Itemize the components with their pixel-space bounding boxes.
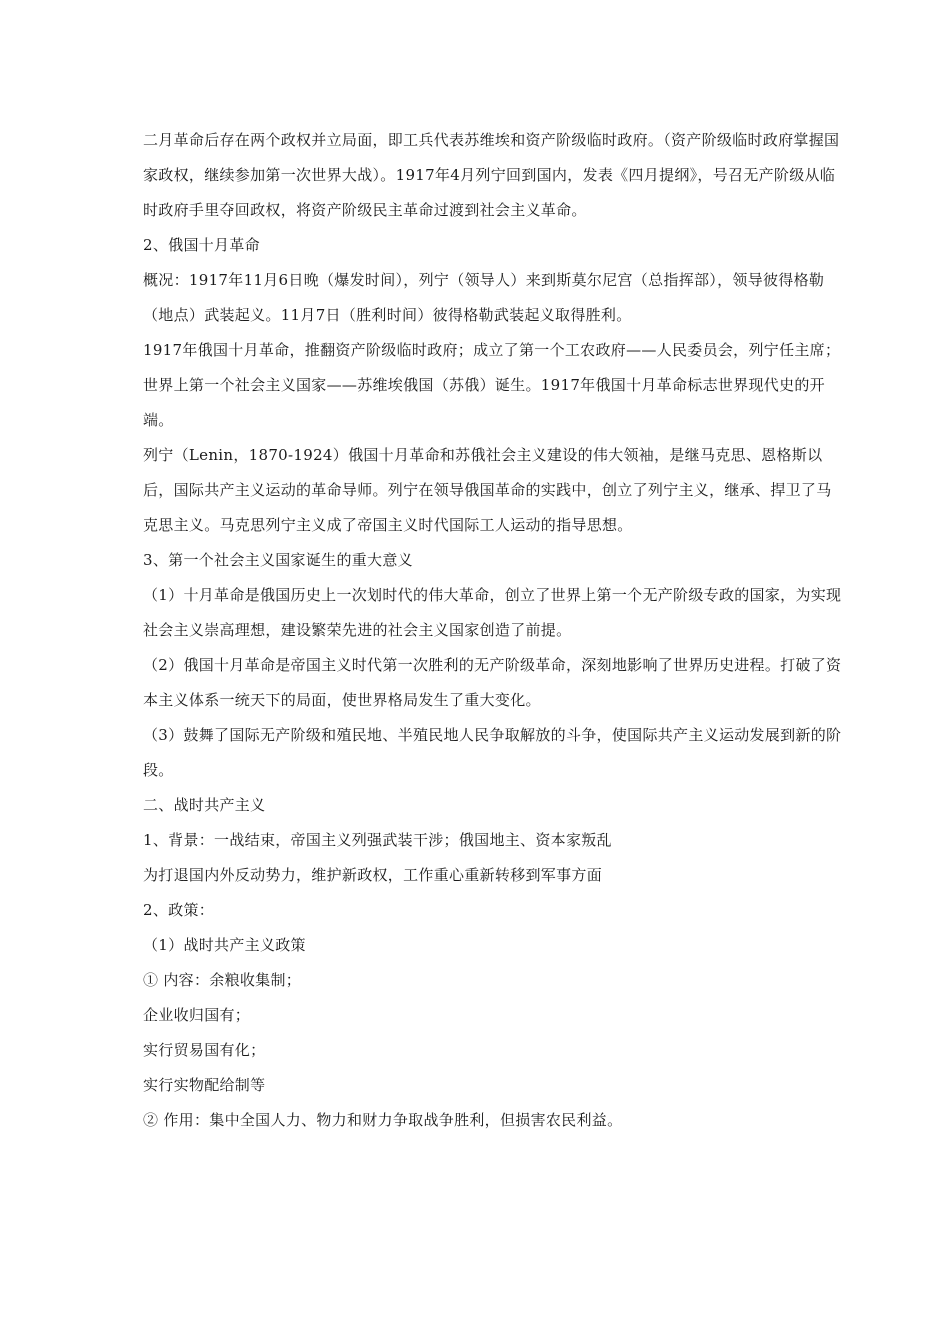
list-item-nationalize-enterprises: 企业收归国有；: [143, 1006, 251, 1024]
list-item-content: ① 内容：余粮收集制；: [143, 971, 302, 989]
subheading-war-communism-policy: （1）战时共产主义政策: [143, 936, 306, 954]
paragraph-background: 1、背景：一战结束，帝国主义列强武装干涉；俄国地主、资本家叛乱: [143, 831, 612, 849]
paragraph-lenin: 列宁（Lenin，1870-1924）俄国十月革命和苏俄社会主义建设的伟大领袖，是继马克思、恩格斯以后，国际共产主义运动的革命导师。列宁在领导俄国革命的实践中，创立了列宁主义，继承、捍卫了马克思主义。马克思列宁主义成了帝国主义时代国际工人运动的指导思想。: [143, 446, 832, 534]
paragraph-overview: 概况：1917年11月6日晚（爆发时间），列宁（领导人）来到斯莫尔尼宫（总指挥部），领导彼得格勒（地点）武装起义。11月7日（胜利时间）彼得格勒武装起义取得胜利。: [143, 271, 825, 324]
paragraph-significance-1: （1）十月革命是俄国历史上一次划时代的伟大革命，创立了世界上第一个无产阶级专政的国家，为实现社会主义崇高理想，建设繁荣先进的社会主义国家创造了前提。: [143, 586, 842, 639]
heading-policy: 2、政策：: [143, 901, 215, 919]
heading-significance: 3、第一个社会主义国家诞生的重大意义: [143, 551, 413, 569]
paragraph-revolution-result: 1917年俄国十月革命，推翻资产阶级临时政府；成立了第一个工农政府——人民委员会，列宁任主席；世界上第一个社会主义国家——苏维埃俄国（苏俄）诞生。1917年俄国十月革命标志世界现代史的开端。: [143, 341, 841, 429]
document-body: [143, 123, 843, 1138]
paragraph-dual-power: 二月革命后存在两个政权并立局面，即工兵代表苏维埃和资产阶级临时政府。（资产阶级临时政府掌握国家政权，继续参加第一次世界大战）。1917年4月列宁回到国内，发表《四月提纲》，号召无产阶级从临时政府手里夺回政权，将资产阶级民主革命过渡到社会主义革命。: [143, 131, 840, 219]
list-item-rationing: 实行实物配给制等: [143, 1076, 266, 1094]
heading-war-communism: 二、战时共产主义: [143, 796, 266, 814]
paragraph-background-detail: 为打退国内外反动势力，维护新政权，工作重心重新转移到军事方面: [143, 866, 603, 884]
list-item-nationalize-trade: 实行贸易国有化；: [143, 1041, 266, 1059]
paragraph-significance-3: （3）鼓舞了国际无产阶级和殖民地、半殖民地人民争取解放的斗争，使国际共产主义运动发展到新的阶段。: [143, 726, 842, 779]
list-item-effect: ② 作用：集中全国人力、物力和财力争取战争胜利，但损害农民利益。: [143, 1111, 623, 1129]
heading-october-revolution: 2、俄国十月革命: [143, 236, 260, 254]
paragraph-significance-2: （2）俄国十月革命是帝国主义时代第一次胜利的无产阶级革命，深刻地影响了世界历史进程。打破了资本主义体系一统天下的局面，使世界格局发生了重大变化。: [143, 656, 842, 709]
